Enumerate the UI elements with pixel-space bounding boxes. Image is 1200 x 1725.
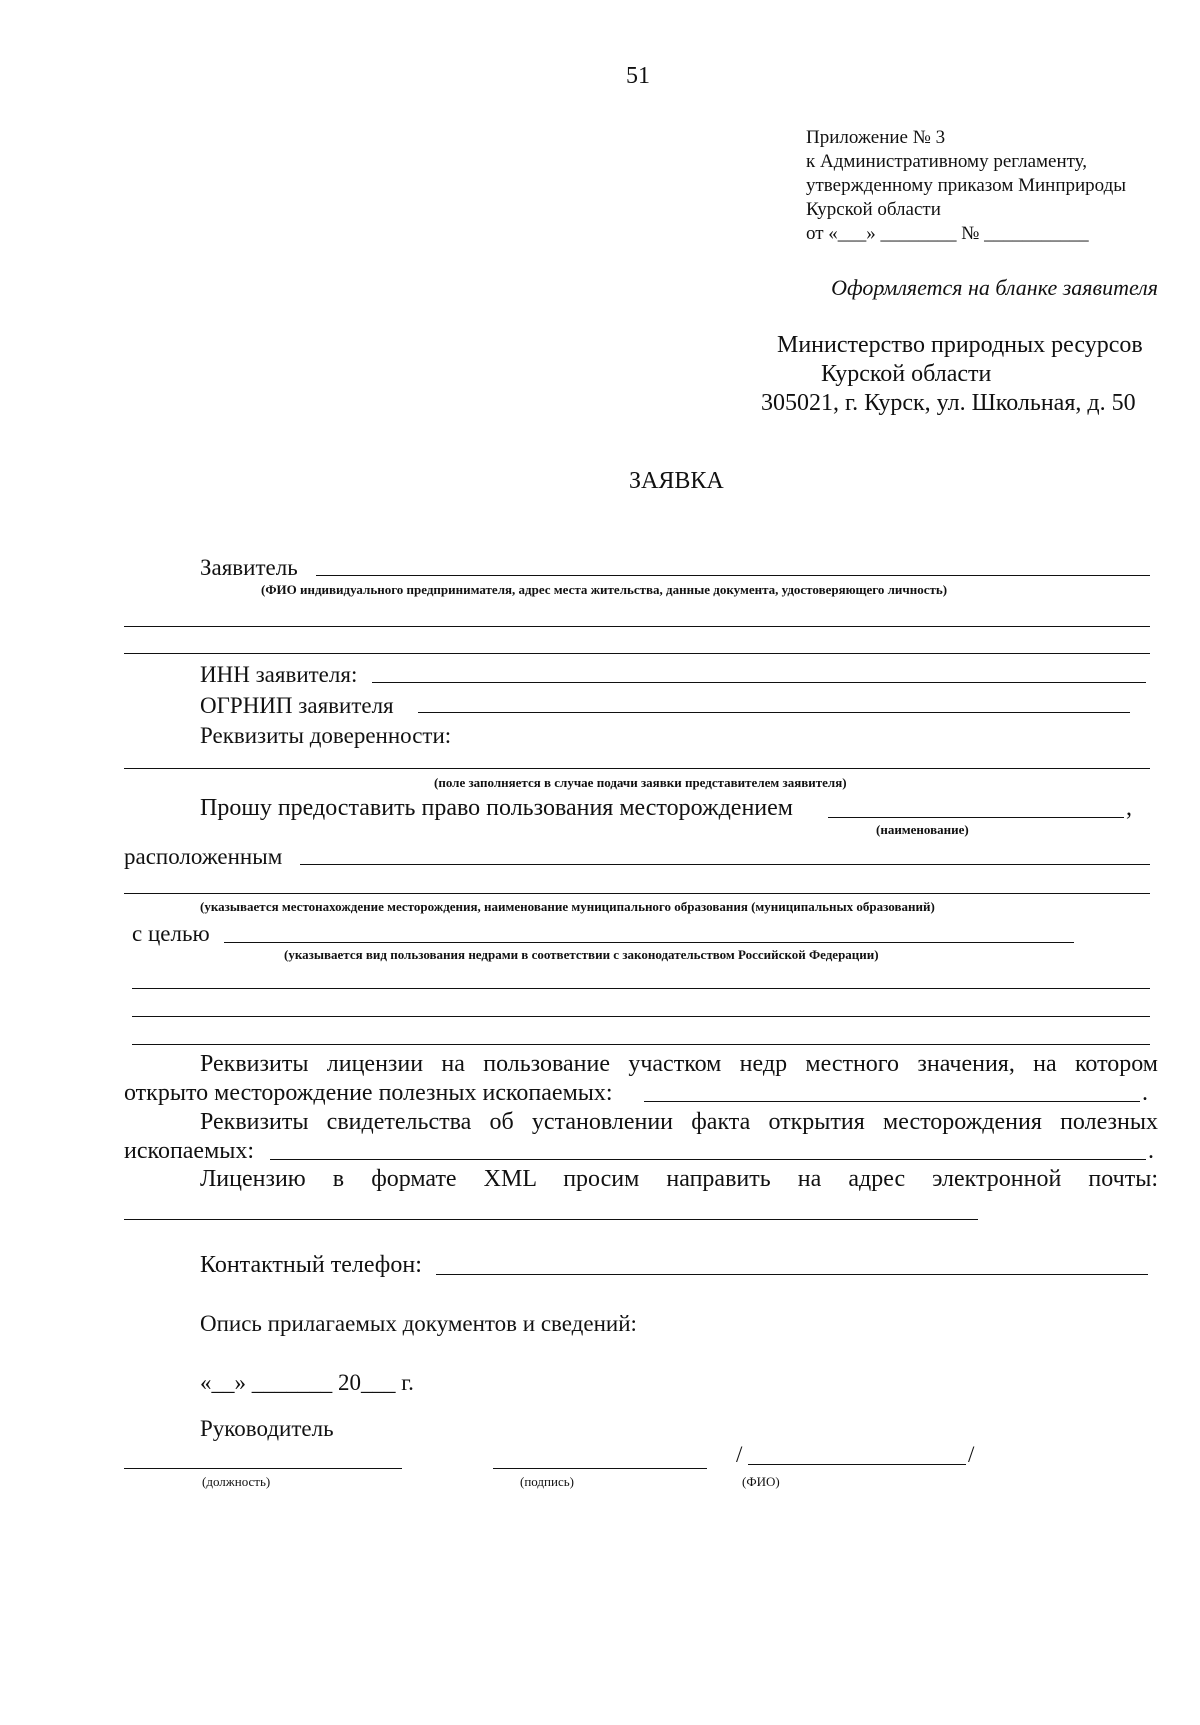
phone-field[interactable] bbox=[436, 1274, 1148, 1275]
signature-hint: (подпись) bbox=[520, 1474, 574, 1489]
recipient-line-3: 305021, г. Курск, ул. Школьная, д. 50 bbox=[761, 390, 1136, 416]
purpose-field-line-3[interactable] bbox=[132, 1016, 1150, 1017]
location-field-line-2[interactable] bbox=[124, 893, 1150, 894]
name-field[interactable] bbox=[748, 1464, 966, 1465]
purpose-label: с целью bbox=[132, 921, 210, 946]
appendix-line-4: Курской области bbox=[806, 199, 941, 220]
location-field[interactable] bbox=[300, 864, 1150, 865]
purpose-hint: (указывается вид пользования недрами в соответствии с законодательством Российской Федерации) bbox=[284, 947, 879, 962]
inn-label: ИНН заявителя: bbox=[200, 662, 358, 687]
inn-field[interactable] bbox=[372, 682, 1146, 683]
location-hint: (указывается местонахождение месторождения, наименование муниципального образования (муниципальных образований) bbox=[200, 899, 935, 914]
recipient-line-2: Курской области bbox=[821, 361, 992, 387]
purpose-field-line-2[interactable] bbox=[132, 988, 1150, 989]
xml-request-line-1: Лицензию в формате XML просим направить на адрес электронной почты: bbox=[200, 1166, 1158, 1192]
phone-label: Контактный телефон: bbox=[200, 1252, 422, 1278]
license-details-line-2: открыто месторождение полезных ископаемых: bbox=[124, 1080, 613, 1106]
certificate-details-line-2: ископаемых: bbox=[124, 1138, 255, 1164]
recipient-line-1: Министерство природных ресурсов bbox=[777, 332, 1143, 358]
inventory-label: Опись прилагаемых документов и сведений: bbox=[200, 1311, 637, 1336]
head-label: Руководитель bbox=[200, 1416, 334, 1441]
power-of-attorney-hint: (поле заполняется в случае подачи заявки представителем заявителя) bbox=[434, 775, 847, 790]
name-hint: (ФИО) bbox=[742, 1474, 780, 1489]
appendix-line-2: к Административному регламенту, bbox=[806, 151, 1088, 172]
certificate-details-end: . bbox=[1148, 1138, 1154, 1164]
applicant-field[interactable] bbox=[316, 575, 1150, 576]
request-text: Прошу предоставить право пользования месторождением bbox=[200, 795, 793, 821]
blank-note: Оформляется на бланке заявителя bbox=[831, 275, 1158, 300]
power-of-attorney-field[interactable] bbox=[124, 768, 1150, 769]
name-slash-left: / bbox=[736, 1442, 743, 1467]
license-details-line-1: Реквизиты лицензии на пользование участком недр местного значения, на котором bbox=[200, 1051, 1158, 1077]
deposit-name-hint: (наименование) bbox=[876, 822, 969, 837]
signature-field[interactable] bbox=[493, 1468, 707, 1469]
ogrnip-field[interactable] bbox=[418, 712, 1130, 713]
license-details-end: . bbox=[1142, 1080, 1148, 1106]
appendix-line-1: Приложение № 3 bbox=[806, 127, 946, 148]
deposit-name-field[interactable] bbox=[828, 817, 1124, 818]
applicant-field-line-2[interactable] bbox=[124, 626, 1150, 627]
date-sign: «__» _______ 20___ г. bbox=[200, 1370, 414, 1395]
location-label: расположенным bbox=[124, 844, 283, 869]
page-number: 51 bbox=[626, 63, 650, 89]
name-slash-right: / bbox=[968, 1442, 975, 1467]
power-of-attorney-label: Реквизиты доверенности: bbox=[200, 723, 452, 748]
applicant-hint: (ФИО индивидуального предпринимателя, адрес места жительства, данные документа, удостоверяющего личность) bbox=[261, 582, 948, 597]
applicant-label: Заявитель bbox=[200, 555, 298, 580]
appendix-line-3: утвержденному приказом Минприроды bbox=[806, 175, 1127, 196]
purpose-field[interactable] bbox=[224, 942, 1074, 943]
certificate-details-field[interactable] bbox=[270, 1159, 1146, 1160]
position-field[interactable] bbox=[124, 1468, 402, 1469]
purpose-field-line-4[interactable] bbox=[132, 1044, 1150, 1045]
email-field[interactable] bbox=[124, 1219, 978, 1220]
certificate-details-line-1: Реквизиты свидетельства об установлении факта открытия месторождения полезных bbox=[200, 1109, 1158, 1135]
license-details-field[interactable] bbox=[644, 1101, 1140, 1102]
appendix-date-line: от «___» ________ № ___________ bbox=[806, 223, 1089, 244]
position-hint: (должность) bbox=[202, 1474, 271, 1489]
ogrnip-label: ОГРНИП заявителя bbox=[200, 693, 394, 718]
applicant-field-line-3[interactable] bbox=[124, 653, 1150, 654]
document-title: ЗАЯВКА bbox=[629, 468, 724, 494]
request-comma: , bbox=[1126, 795, 1132, 821]
